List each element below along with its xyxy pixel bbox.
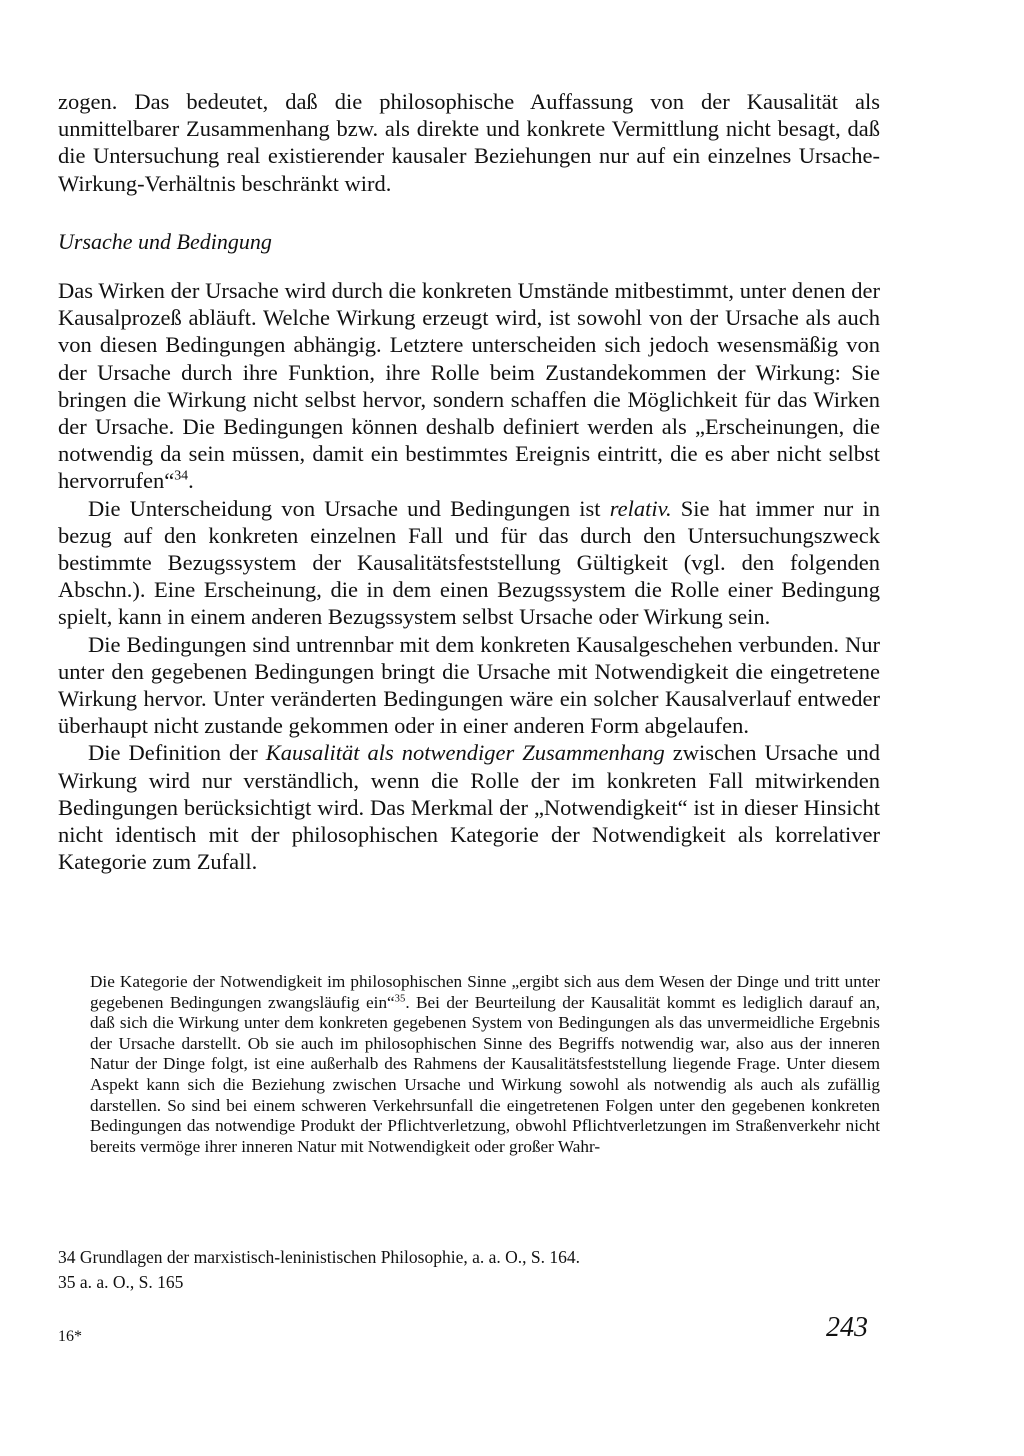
footnote-35: 35 a. a. O., S. 165 xyxy=(58,1272,184,1292)
paragraph-3: Die Bedingungen sind untrennbar mit dem konkreten Kausalgeschehen verbunden. Nur unter den gegebenen Bedingungen bringt die Ursache mit Notwendigkeit die eingetretene Wirkung hervor. Unter veränderten Bedingungen wäre ein solcher Kausalverlauf entweder überhaupt nicht zustande gekommen oder in einer anderen Form abgelaufen. xyxy=(58,631,880,739)
page-number: 243 xyxy=(826,1312,868,1343)
paragraph-4: Die Definition der Kausalität als notwendiger Zusammenhang zwischen Ursache und Wirkung wird nur verständlich, wenn die Rolle der im konkreten Fall mitwirkenden Bedingungen berücksichtigt wird. Das Merkmal der „Notwendigkeit“ ist in dieser Hinsicht nicht identisch mit der philosophischen Kategorie der Notwendigkeit als korrelativer Kategorie zum Zufall. xyxy=(58,740,880,875)
footnote-34: 34 Grundlagen der marxistisch-leninistischen Philosophie, a. a. O., S. 164. xyxy=(58,1247,581,1267)
paragraph-top: zogen. Das bedeutet, daß die philosophische Auffassung von der Kausalität als unmittelbarer Zusammenhang bzw. als direkte und konkrete Vermittlung nicht besagt, daß die Untersuchung real existierender kausaler Beziehungen nur auf ein einzelnes Ursache-Wirkung-Verhältnis beschränkt wird. xyxy=(58,89,880,196)
section-heading: Ursache und Bedingung xyxy=(58,229,272,254)
paragraph-2: Die Unterscheidung von Ursache und Bedingungen ist relativ. Sie hat immer nur in bezug auf den konkreten einzelnen Fall und für das durch den Untersuchungszweck bestimmte Bezugssystem der Kausalitätsfeststellung Gültigkeit (vgl. den folgenden Abschn.). Eine Erscheinung, die in dem einen Bezugssystem die Rolle einer Bedingung spielt, kann in einem anderen Bezugssystem selbst Ursache oder Wirkung sein. xyxy=(58,495,880,630)
small-print-block: Die Kategorie der Notwendigkeit im philosophischen Sinne „ergibt sich aus dem Wesen der Dinge und tritt unter gegebenen Bedingungen zwangsläufig ein“$^{35}$. Bei der Beurteilung der Kausalität kommt es lediglich darauf an, daß sich die Wirkung unter dem konkreten gegebenen System von Bedingungen als das unvermeidliche Ergebnis der Ursache darstellt. Ob sie auch im philosophischen Sinne des Begriffs notwendig war, also aus der inneren Natur der Dinge folgt, ist eine außerhalb des Rahmens der Kausalitätsfeststellung liegende Frage. Unter diesem Aspekt kann sich die Beziehung zwischen Ursache und Wirkung sowohl als notwendig als auch als zufällig darstellen. So sind bei einem schweren Verkehrsunfall die eingetretenen Folgen unter den gegebenen konkreten Bedingungen das notwendige Produkt der Pflichtverletzung, obwohl Pflichtverletzungen im Straßenverkehr nicht bereits vermöge ihrer inneren Natur mit Notwendigkeit oder großer Wahr- xyxy=(90,972,880,1156)
signature-mark: 16* xyxy=(58,1328,82,1345)
paragraph-1: Das Wirken der Ursache wird durch die konkreten Umstände mitbestimmt, unter denen der Kausalprozeß abläuft. Welche Wirkung erzeugt wird, ist sowohl von der Ursache als auch von diesen Bedingungen abhängig. Letztere unterscheiden sich jedoch wesensmäßig von der Ursache durch ihre Funktion, ihre Rolle beim Zustandekommen der Wirkung: Sie bringen die Wirkung nicht selbst hervor, sondern schaffen die Möglichkeit für das Wirken der Ursache. Die Bedingungen können deshalb definiert werden als „Erscheinungen, die notwendig da sein müssen, damit ein bestimmtes Ereignis eintritt, die es aber nicht selbst hervorrufen“$^{34}$. xyxy=(58,278,880,494)
main-text xyxy=(58,277,880,875)
